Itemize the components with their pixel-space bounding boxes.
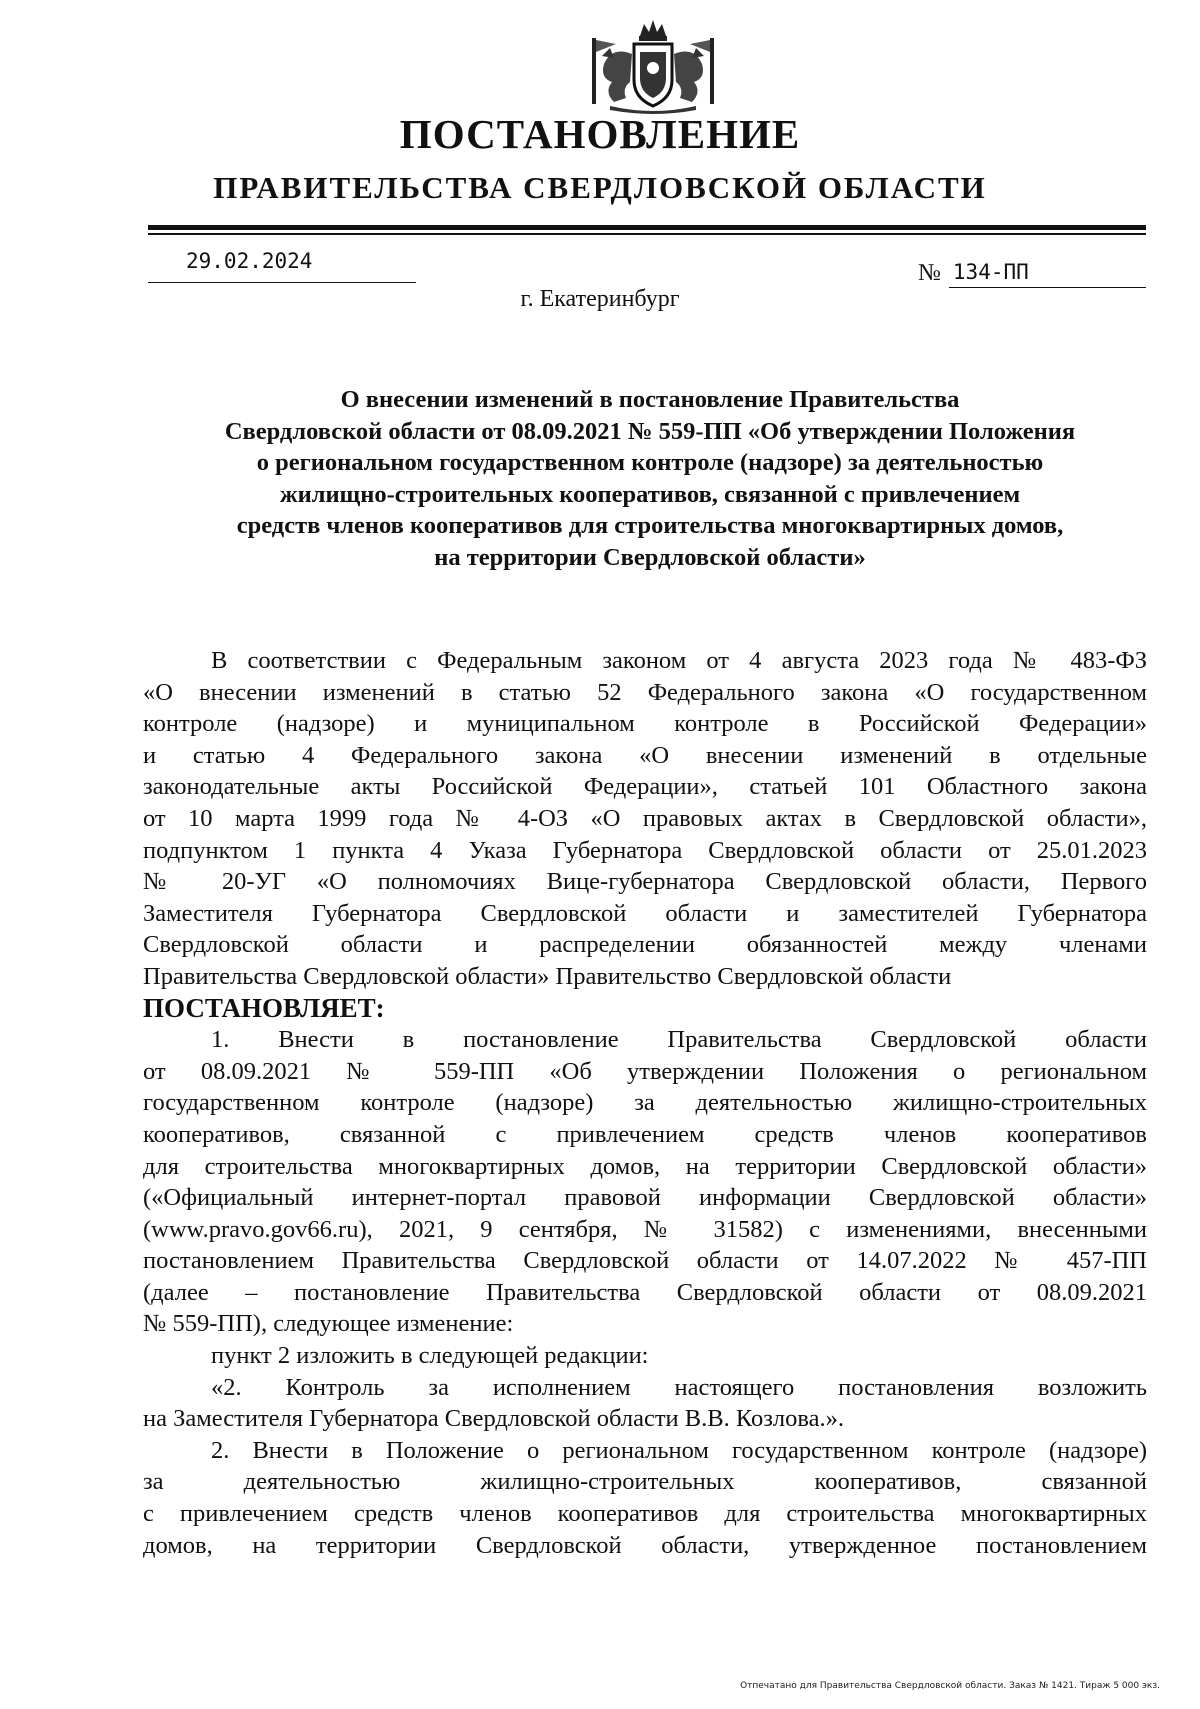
body-line: государственном контроле (надзоре) за деятельностью жилищно-строительных: [143, 1089, 1147, 1117]
resolution-keyword: ПОСТАНОВЛЯЕТ:: [143, 992, 385, 1023]
body-line: контроле (надзоре) и муниципальном контроле в Российской Федерации»: [143, 710, 1147, 738]
title-line: Свердловской области от 08.09.2021 № 559-ПП «Об утверждении Положения: [224, 417, 1076, 445]
document-date: 29.02.2024: [148, 249, 416, 283]
body-line: за деятельностью жилищно-строительных кооперативов, связанной: [143, 1468, 1147, 1496]
body-line: Свердловской области и распределении обязанностей между членами: [143, 931, 1147, 959]
body-line: («Официальный интернет-портал правовой информации Свердловской области»: [143, 1184, 1147, 1212]
coat-of-arms-icon: [582, 18, 724, 114]
body-line: В соответствии с Федеральным законом от 4 августа 2023 года № 483-ФЗ: [211, 647, 1147, 674]
body-line: 1. Внести в постановление Правительства Свердловской области: [211, 1026, 1147, 1054]
document-title: [130, 384, 1170, 573]
body-line: № 20-УГ «О полномочиях Вице-губернатора Свердловской области, Первого: [143, 868, 1147, 896]
body-line: (далее – постановление Правительства Свердловской области от 08.09.2021: [143, 1278, 1147, 1306]
body-line: от 08.09.2021 № 559-ПП «Об утверждении Положения о региональном: [143, 1057, 1147, 1085]
body-line: с привлечением средств членов кооперативов для строительства многоквартирных: [143, 1500, 1147, 1528]
document-number: 134-ПП: [949, 257, 1146, 288]
body-line: законодательные акты Российской Федерации», статьей 101 Областного закона: [143, 773, 1147, 801]
body-line: от 10 марта 1999 года № 4-ОЗ «О правовых актах в Свердловской области»,: [143, 804, 1147, 832]
title-line: О внесении изменений в постановление Правительства: [340, 386, 960, 413]
body-line: (www.pravo.gov66.ru), 2021, 9 сентября, № 31582) с изменениями, внесенными: [143, 1215, 1147, 1243]
body-line: «2. Контроль за исполнением настоящего постановления возложить: [211, 1373, 1147, 1401]
body-line: постановлением Правительства Свердловской области от 14.07.2022 № 457-ПП: [143, 1247, 1147, 1275]
body-line: и статью 4 Федерального закона «О внесении изменений в отдельные: [143, 741, 1147, 769]
body-line: Правительства Свердловской области» Правительство Свердловской области: [143, 962, 952, 990]
body-line: домов, на территории Свердловской области, утвержденное постановлением: [143, 1531, 1147, 1559]
body-line: Заместителя Губернатора Свердловской области и заместителей Губернатора: [143, 899, 1147, 927]
title-line: на территории Свердловской области»: [434, 543, 866, 571]
number-sign: №: [918, 260, 941, 286]
document-city: г. Екатеринбург: [520, 286, 680, 312]
header-divider-thin: [148, 233, 1146, 235]
body-line: № 559-ПП), следующее изменение:: [143, 1310, 514, 1338]
header-divider-thick: [148, 225, 1146, 230]
title-line: жилищно-строительных кооперативов, связанной с привлечением: [279, 480, 1021, 508]
body-line: «О внесении изменений в статью 52 Федерального закона «О государственном: [143, 678, 1147, 706]
document-type-heading: ПОСТАНОВЛЕНИЕ: [399, 111, 801, 157]
body-line: пункт 2 изложить в следующей редакции:: [211, 1342, 649, 1370]
body-line: кооперативов, связанной с привлечением средств членов кооперативов: [143, 1120, 1147, 1148]
document-number-field: [918, 254, 1146, 288]
title-line: средств членов кооперативов для строительства многоквартирных домов,: [236, 512, 1064, 539]
body-line: подпунктом 1 пункта 4 Указа Губернатора Свердловской области от 25.01.2023: [143, 836, 1147, 864]
issuing-authority: ПРАВИТЕЛЬСТВА СВЕРДЛОВСКОЙ ОБЛАСТИ: [213, 170, 987, 205]
body-line: на Заместителя Губернатора Свердловской области В.В. Козлова.».: [143, 1405, 844, 1433]
body-line: 2. Внести в Положение о региональном государственном контроле (надзоре): [211, 1436, 1147, 1464]
print-note: Отпечатано для Правительства Свердловской области. Заказ № 1421. Тираж 5 000 экз.: [740, 1681, 1160, 1691]
document-body: [143, 645, 1147, 1561]
body-line: для строительства многоквартирных домов, на территории Свердловской области»: [143, 1152, 1147, 1180]
title-line: о региональном государственном контроле (надзоре) за деятельностью: [256, 449, 1044, 476]
